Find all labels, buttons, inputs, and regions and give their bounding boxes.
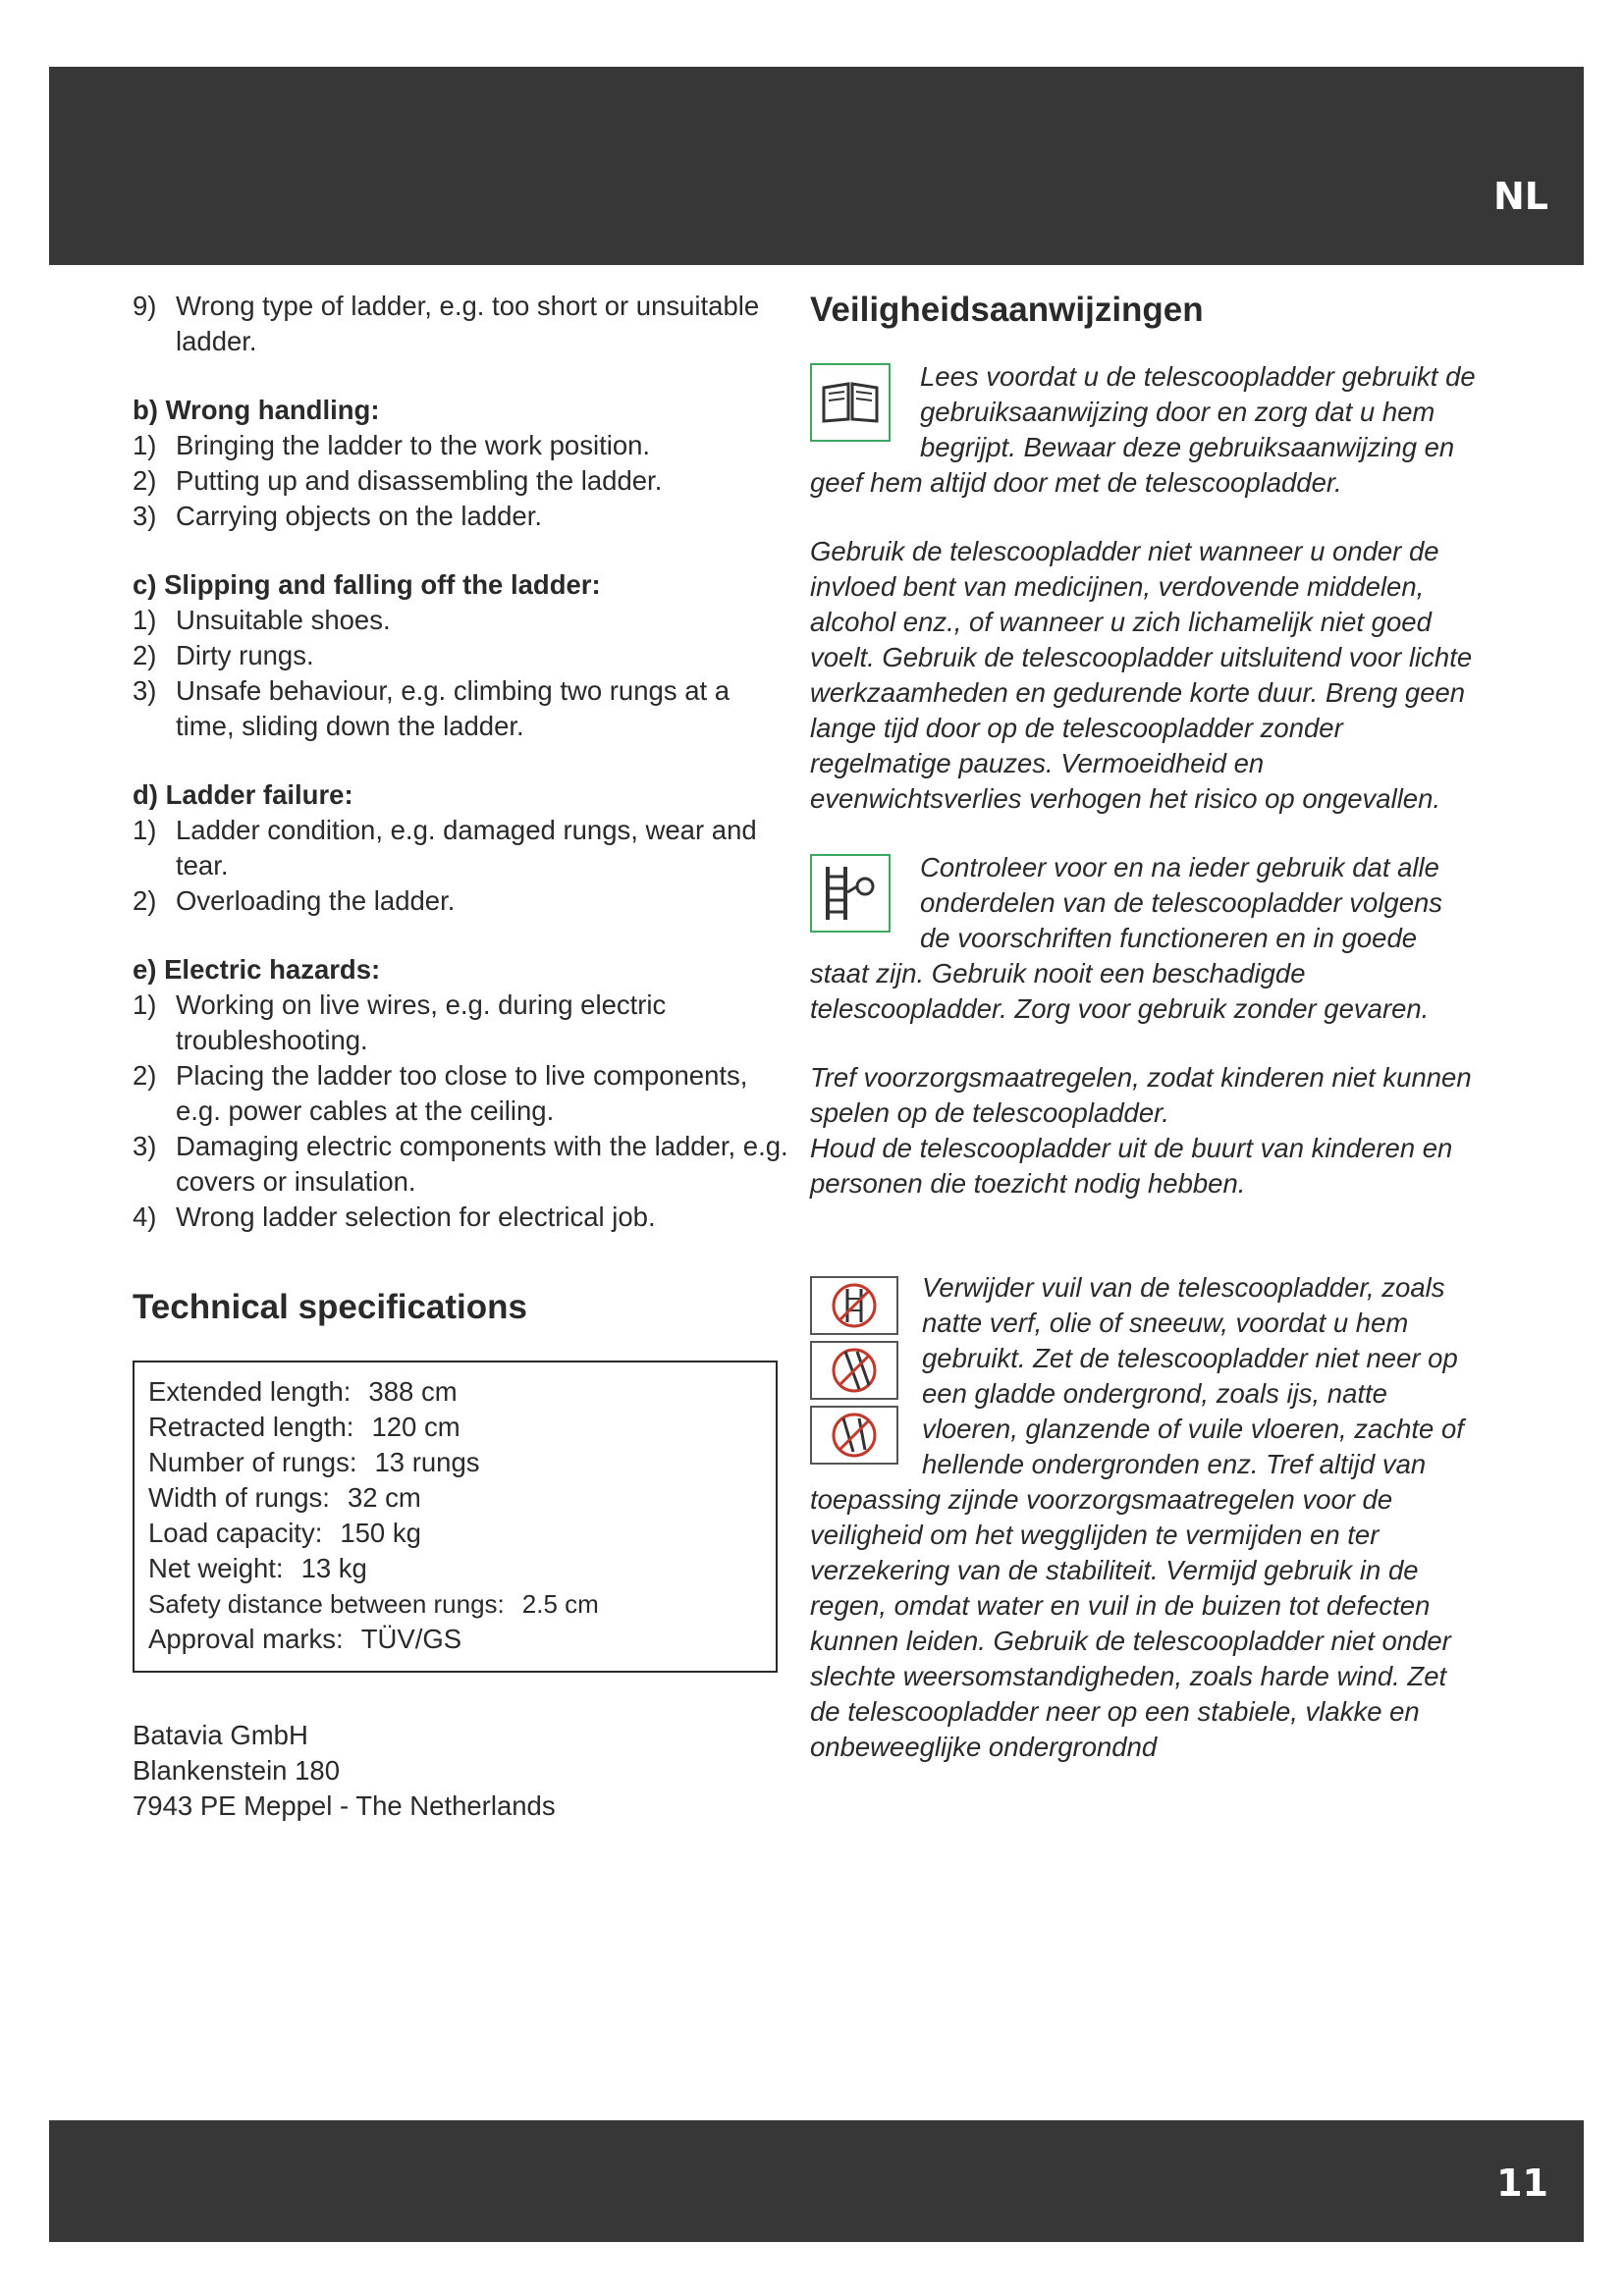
language-code: NL xyxy=(1492,175,1548,218)
item-text: Overloading the ladder. xyxy=(176,885,456,916)
item-number: 1) xyxy=(133,430,157,460)
spec-row xyxy=(148,1551,762,1586)
spec-row xyxy=(148,1622,762,1657)
spec-row xyxy=(148,1586,762,1622)
list-item xyxy=(133,988,790,1058)
children-paragraph xyxy=(810,1060,1478,1201)
paragraph-text: Houd de telescoopladder uit de buurt van kinderen en personen die toezicht nodig hebben. xyxy=(810,1133,1453,1199)
company-address xyxy=(133,1718,790,1824)
item-text: Wrong ladder selection for electrical job. xyxy=(176,1201,656,1232)
paragraph-text: Gebruik de telescoopladder niet wanneer u onder de invloed bent van medicijnen, verdovende middelen, alcohol enz., of wanneer u zich lichamelijk niet goed voelt. Gebruik de telescoopladder uitsluitend voor lichte werkzaamheden en gedurende korte duur. Breng geen lange tijd door op de telescoopladder zonder regelmatige pauzes. Vermoeidheid en evenwichtsverlies verhogen het risico op ongevallen. xyxy=(810,536,1473,814)
list-item xyxy=(133,813,790,883)
item-text: Unsuitable shoes. xyxy=(176,605,391,635)
item-text: Wrong type of ladder, e.g. too short or unsuitable ladder. xyxy=(176,291,760,356)
list-item xyxy=(133,638,790,673)
spec-value: TÜV/GS xyxy=(360,1624,462,1654)
fitness-paragraph xyxy=(810,534,1478,817)
spec-row xyxy=(148,1445,762,1480)
spec-row xyxy=(148,1410,762,1445)
section-title: e) Electric hazards: xyxy=(133,954,381,985)
manual-book-icon xyxy=(810,363,891,442)
manual-paragraph xyxy=(810,359,1478,501)
right-column xyxy=(810,289,1478,1765)
item-number: 1) xyxy=(133,989,157,1020)
paragraph-text: Verwijder vuil van de telescoopladder, zoals natte verf, olie of sneeuw, voordat u hem gebruikt. Zet de telescoopladder niet neer op een gladde ondergrond, zoals ijs, natte vloeren, glanzende of vuile vloeren, zachte of hellende ondergronden enz. Tref altijd van toepassing zijnde voorzorgsmaatregelen voor de veiligheid om het wegglijden te vermijden en ter verzekering van de stabiliteit. Vermijd gebruik in de regen, omdat water en vuil in de buizen tot defecten kunnen leiden. Gebruik de telescoopladder niet onder slechte weersomstandigheden, zoals harde wind. Zet de telescoopladder neer op een stabiele, vlakke en onbeweeglijke ondergrondnd xyxy=(810,1272,1464,1762)
spec-value: 150 kg xyxy=(340,1518,421,1548)
item-text: Working on live wires, e.g. during electric troubleshooting. xyxy=(176,989,667,1055)
spec-label: Extended length: xyxy=(148,1376,352,1407)
spec-label: Width of rungs: xyxy=(148,1482,330,1513)
footer-bar xyxy=(49,2120,1584,2242)
left-column xyxy=(133,289,790,1824)
item-number: 3) xyxy=(133,675,157,706)
spec-label: Net weight: xyxy=(148,1553,284,1583)
list-item xyxy=(133,603,790,638)
item-number: 3) xyxy=(133,501,157,531)
paragraph-text: Tref voorzorgsmaatregelen, zodat kinderen niet kunnen spelen op de telescoopladder. xyxy=(810,1062,1472,1128)
item-number: 2) xyxy=(133,640,157,670)
address-line: 7943 PE Meppel - The Netherlands xyxy=(133,1790,556,1821)
safety-title: Veiligheidsaanwijzingen xyxy=(810,291,1204,329)
list-item xyxy=(133,463,790,499)
list-item xyxy=(133,883,790,919)
hazard-sections xyxy=(133,393,790,1235)
paragraph-text: Lees voordat u de telescoopladder gebruikt de gebruiksaanwijzing door en zorg dat u hem begrijpt. Bewaar deze gebruiksaanwijzing en geef hem altijd door met de telescoopladder. xyxy=(810,361,1476,498)
item-text: Putting up and disassembling the ladder. xyxy=(176,465,663,496)
item-number: 4) xyxy=(133,1201,157,1232)
ladder-inspection-icon xyxy=(810,854,891,933)
spec-label: Load capacity: xyxy=(148,1518,323,1548)
no-soft-ground-icon xyxy=(810,1341,898,1400)
header-bar xyxy=(49,67,1584,265)
no-sloped-ground-icon xyxy=(810,1406,898,1465)
tech-specs-title: Technical specifications xyxy=(133,1288,527,1326)
spec-label: Retracted length: xyxy=(148,1412,354,1442)
item-number: 1) xyxy=(133,605,157,635)
inspection-paragraph xyxy=(810,850,1478,1027)
item-number: 3) xyxy=(133,1131,157,1161)
page-number: 11 xyxy=(1496,2162,1548,2205)
ground-paragraph xyxy=(810,1270,1478,1765)
list-item xyxy=(133,1200,790,1235)
spec-value: 388 cm xyxy=(368,1376,458,1407)
list-item xyxy=(133,289,790,359)
spec-label: Approval marks: xyxy=(148,1624,344,1654)
item-text: Damaging electric components with the ladder, e.g. covers or insulation. xyxy=(176,1131,788,1197)
item-text: Ladder condition, e.g. damaged rungs, wear and tear. xyxy=(176,815,757,881)
list-item xyxy=(133,1058,790,1129)
spec-label: Number of rungs: xyxy=(148,1447,357,1477)
spec-value: 13 rungs xyxy=(374,1447,480,1477)
paragraph-text: Controleer voor en na ieder gebruik dat alle onderdelen van de telescoopladder volgens de voorschriften functioneren en in goede staat zijn. Gebruik nooit een beschadigde telescoopladder. Zorg voor gebruik zonder gevaren. xyxy=(810,852,1443,1024)
item-number: 1) xyxy=(133,815,157,845)
item-number: 2) xyxy=(133,465,157,496)
item-text: Carrying objects on the ladder. xyxy=(176,501,542,531)
spec-value: 32 cm xyxy=(347,1482,421,1513)
warning-symbols xyxy=(810,1276,900,1470)
spec-row xyxy=(148,1516,762,1551)
item-number: 9) xyxy=(133,291,157,321)
spec-table xyxy=(133,1361,778,1673)
list-item xyxy=(133,428,790,463)
no-slippery-ground-icon xyxy=(810,1276,898,1335)
spec-value: 120 cm xyxy=(371,1412,460,1442)
address-line: Blankenstein 180 xyxy=(133,1755,340,1786)
section-title: b) Wrong handling: xyxy=(133,395,380,425)
spec-row xyxy=(148,1480,762,1516)
spec-value: 13 kg xyxy=(300,1553,367,1583)
item-number: 2) xyxy=(133,885,157,916)
spec-value: 2.5 cm xyxy=(521,1589,599,1619)
item-text: Bringing the ladder to the work position. xyxy=(176,430,651,460)
spec-row xyxy=(148,1374,762,1410)
section-title: d) Ladder failure: xyxy=(133,779,353,810)
item-text: Dirty rungs. xyxy=(176,640,314,670)
list-item xyxy=(133,673,790,744)
item-text: Placing the ladder too close to live components, e.g. power cables at the ceiling. xyxy=(176,1060,748,1126)
item-text: Unsafe behaviour, e.g. climbing two rungs at a time, sliding down the ladder. xyxy=(176,675,731,741)
spec-label: Safety distance between rungs: xyxy=(148,1589,505,1619)
list-item xyxy=(133,499,790,534)
address-line: Batavia GmbH xyxy=(133,1720,308,1750)
section-title: c) Slipping and falling off the ladder: xyxy=(133,569,601,600)
item-number: 2) xyxy=(133,1060,157,1091)
list-item xyxy=(133,1129,790,1200)
